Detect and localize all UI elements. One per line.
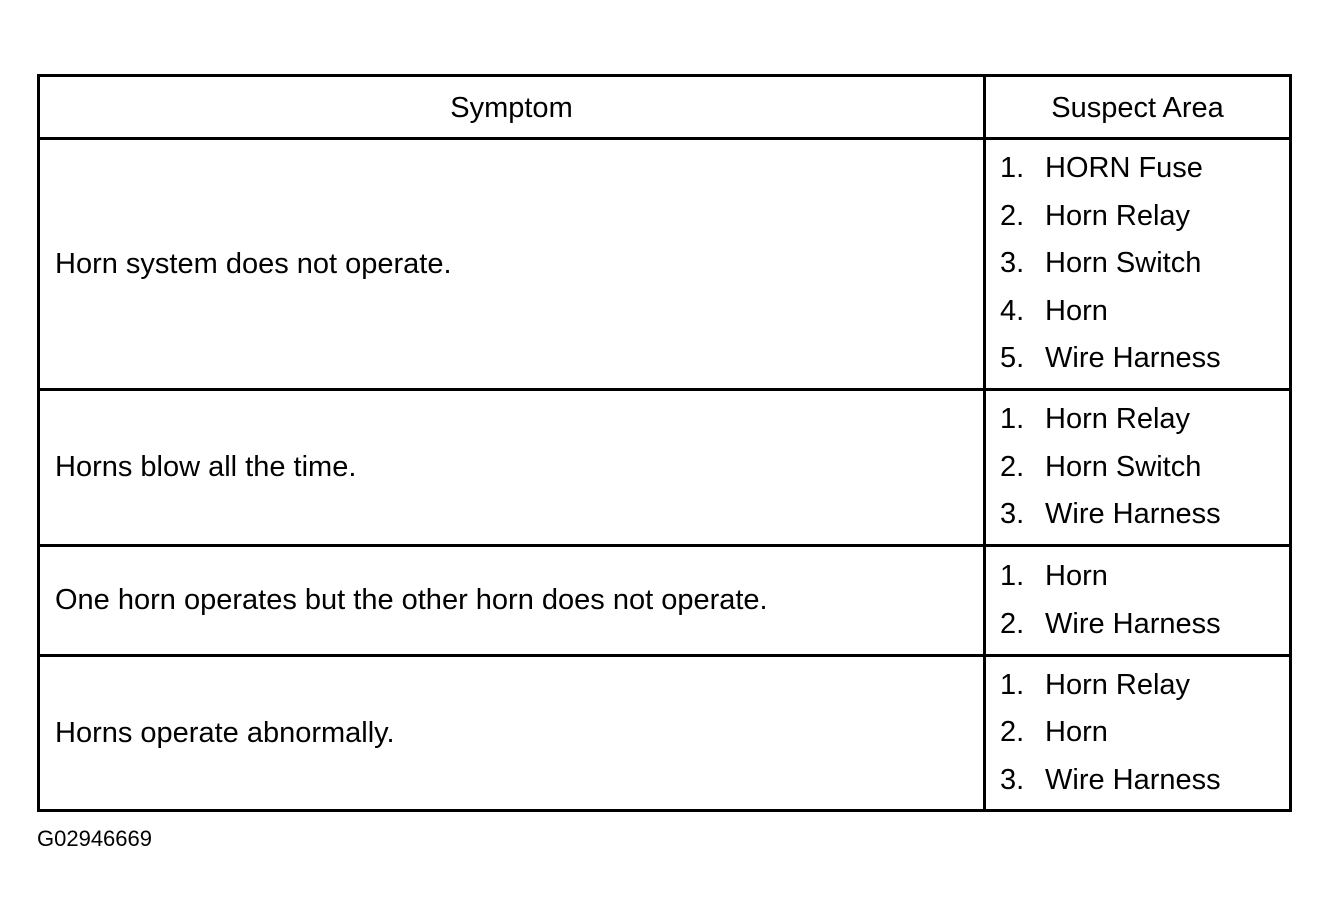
suspect-number: 1. [1000,403,1025,436]
suspect-item [1000,396,1289,444]
suspect-label: Horn Relay [1045,403,1191,436]
table-row [39,656,1291,811]
suspect-item [1000,491,1289,539]
suspect-number: 3. [1000,247,1025,280]
suspect-item [1000,662,1289,710]
suspect-item [1000,193,1289,241]
table-row [39,390,1291,546]
suspect-item [1000,757,1289,805]
suspect-label: Horn [1045,294,1108,327]
suspect-area-cell [985,139,1291,390]
suspect-label: Wire Harness [1045,498,1221,531]
suspect-list [1000,553,1289,648]
suspect-number: 3. [1000,498,1025,531]
symptom-cell: Horns operate abnormally. [39,656,985,811]
symptom-cell: Horns blow all the time. [39,390,985,546]
suspect-item [1000,601,1289,649]
suspect-number: 3. [1000,763,1025,796]
suspect-number: 2. [1000,607,1025,640]
suspect-number: 5. [1000,342,1025,375]
suspect-item [1000,288,1289,336]
symptom-cell: One horn operates but the other horn does not operate. [39,546,985,656]
column-header-suspect-area: Suspect Area [985,76,1291,139]
suspect-item [1000,709,1289,757]
suspect-item [1000,553,1289,601]
suspect-label: HORN Fuse [1045,152,1203,185]
suspect-number: 2. [1000,199,1025,232]
suspect-area-cell [985,656,1291,811]
suspect-item [1000,335,1289,383]
suspect-area-cell [985,390,1291,546]
suspect-list [1000,396,1289,539]
suspect-item [1000,145,1289,193]
suspect-number: 1. [1000,668,1025,701]
suspect-number: 1. [1000,152,1025,185]
suspect-number: 1. [1000,560,1025,592]
suspect-number: 2. [1000,450,1025,483]
suspect-label: Horn Relay [1045,199,1191,232]
table-header-row [39,76,1291,139]
column-header-symptom: Symptom [39,76,985,139]
suspect-label: Horn Switch [1045,247,1202,280]
figure-id: G02946669 [37,826,152,851]
symptom-cell: Horn system does not operate. [39,139,985,390]
suspect-label: Wire Harness [1045,763,1221,796]
suspect-list [1000,662,1289,805]
table-row [39,139,1291,390]
suspect-label: Wire Harness [1045,607,1221,640]
suspect-label: Wire Harness [1045,342,1221,375]
suspect-area-cell [985,546,1291,656]
table-row [39,546,1291,656]
suspect-label: Horn [1045,716,1108,749]
suspect-list [1000,145,1289,383]
suspect-item [1000,444,1289,492]
suspect-label: Horn Relay [1045,668,1191,701]
suspect-label: Horn Switch [1045,450,1202,483]
suspect-label: Horn [1045,560,1108,592]
suspect-number: 4. [1000,294,1025,327]
symptom-table [37,74,1292,812]
suspect-number: 2. [1000,716,1025,749]
suspect-item [1000,240,1289,288]
